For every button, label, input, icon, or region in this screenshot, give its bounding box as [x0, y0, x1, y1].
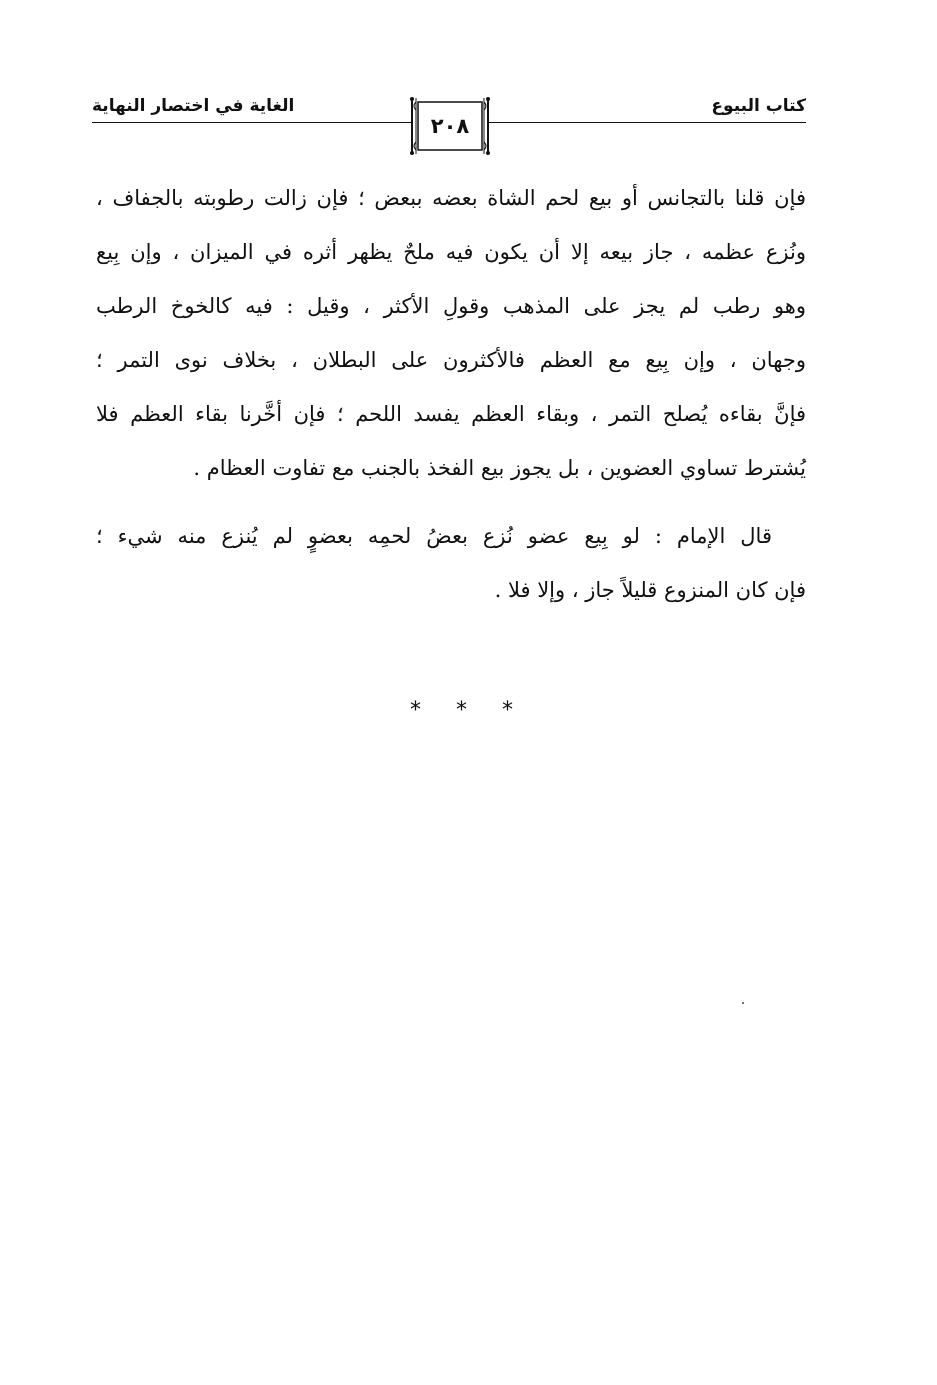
paragraph — [96, 514, 806, 622]
header-rule-left — [92, 122, 412, 123]
paragraph — [96, 176, 806, 500]
chapter-title: كتاب البيوع — [711, 96, 806, 116]
text-line: وهو رطب لم يجز على المذهب وقولِ الأكثر ، وقيل : فيه كالخوخ الرطب — [96, 294, 806, 318]
text-line: فإن كان المنزوع قليلاً جاز ، وإلا فلا . — [494, 578, 806, 602]
page-header — [92, 92, 806, 160]
section-end-ornament: * * * — [410, 698, 527, 723]
text-line: يُشترط تساوي العضوين ، بل يجوز بيع الفخذ بالجنب مع تفاوت العظام . — [193, 456, 806, 480]
book-title: الغاية في اختصار النهاية — [92, 96, 295, 116]
scan-speck — [742, 1002, 744, 1004]
text-line: فإنَّ بقاءه يُصلح التمر ، وبقاء العظم يفسد اللحم ؛ فإن أخَّرنا بقاء العظم فلا — [96, 402, 807, 426]
page-number-frame — [408, 96, 492, 156]
page-number: ٢٠٨ — [430, 114, 470, 138]
header-rule-right — [488, 122, 806, 123]
main-text — [96, 176, 806, 622]
text-line: قال الإمام : لو بِيع عضو نُزع بعضُ لحمِه بعضوٍ لم يُنزع منه شيء ؛ — [96, 524, 772, 548]
text-line: ونُزع عظمه ، جاز بيعه إلا أن يكون فيه ملحٌ يظهر أثره في الميزان ، وإن بِيع — [96, 240, 806, 264]
text-line: فإن قلنا بالتجانس أو بيع لحم الشاة بعضه ببعض ؛ فإن زالت رطوبته بالجفاف ، — [96, 186, 806, 210]
text-line: وجهان ، وإن بِيع مع العظم فالأكثرون على البطلان ، بخلاف نوى التمر ؛ — [96, 348, 806, 372]
